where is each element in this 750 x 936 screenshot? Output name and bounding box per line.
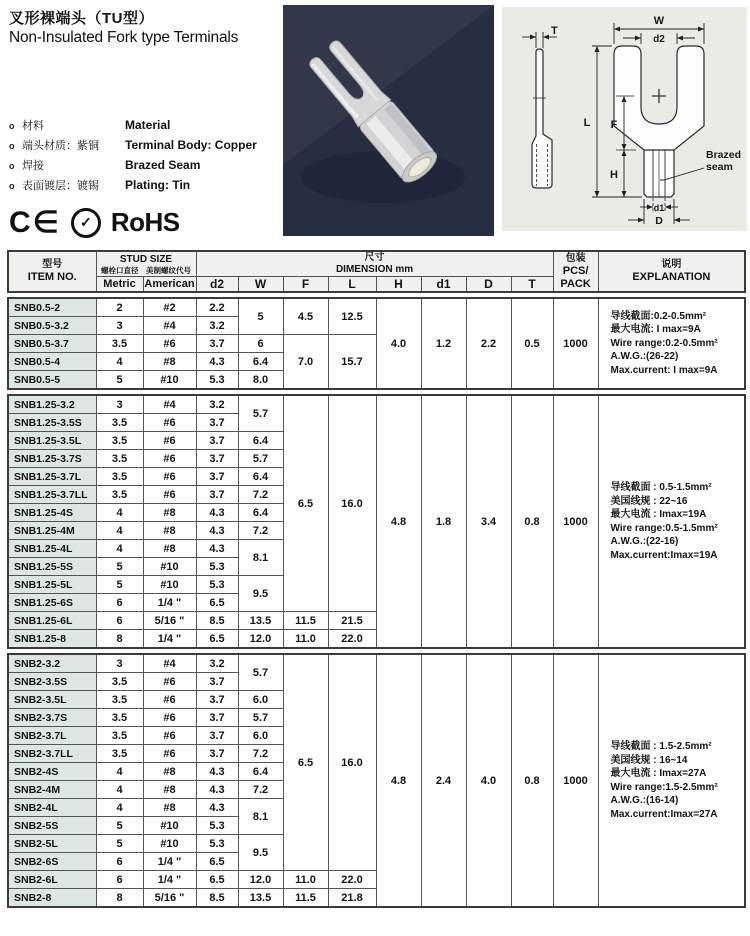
cell-value: 3.4 — [466, 395, 511, 648]
cell-value: #10 — [143, 558, 196, 576]
cell-value: 1/4 " — [143, 871, 196, 889]
col-header-w: W — [238, 277, 283, 293]
cell-value: 6 — [96, 612, 143, 630]
cell-value: 4.5 — [283, 298, 328, 335]
cell-value: 8.5 — [196, 889, 238, 908]
cell-value: 8.0 — [238, 371, 283, 390]
cell-value: 2.4 — [421, 654, 466, 907]
cell-item-no: SNB1.25-5L — [8, 576, 96, 594]
cell-value: 13.5 — [238, 612, 283, 630]
cell-value: 3.5 — [96, 691, 143, 709]
cell-value: 4.3 — [196, 540, 238, 558]
cell-value: 11.5 — [283, 612, 328, 630]
cell-value: 4 — [96, 540, 143, 558]
cell-value: 6.4 — [238, 763, 283, 781]
cell-value: 0.5 — [511, 298, 553, 389]
cell-value: 1/4 " — [143, 630, 196, 649]
cell-item-no: SNB2-4M — [8, 781, 96, 799]
cell-value: #6 — [143, 709, 196, 727]
dim-label-f: F — [610, 119, 618, 131]
cell-item-no: SNB0.5-3.2 — [8, 317, 96, 335]
cell-item-no: SNB1.25-5S — [8, 558, 96, 576]
cell-value: 4.3 — [196, 781, 238, 799]
cell-value: 6 — [238, 335, 283, 353]
dim-label-t: T — [551, 25, 558, 37]
cell-value: #6 — [143, 691, 196, 709]
cell-value: 11.0 — [283, 871, 328, 889]
fork-terminal-photo-svg — [283, 5, 494, 236]
dim-label-w: W — [653, 15, 665, 27]
col-header-metric: Metric — [96, 277, 143, 293]
cell-value: 11.0 — [283, 630, 328, 649]
spec-table-section-snb05 — [7, 297, 746, 390]
cell-value: 3.5 — [96, 335, 143, 353]
cell-value: 5.3 — [196, 558, 238, 576]
cell-item-no: SNB1.25-3.5S — [8, 414, 96, 432]
cell-value: 9.5 — [238, 576, 283, 612]
cell-value: 5.7 — [238, 450, 283, 468]
cell-item-no: SNB2-5L — [8, 835, 96, 853]
cell-value: 7.2 — [238, 781, 283, 799]
cell-value: 22.0 — [328, 871, 376, 889]
cell-item-no: SNB0.5-3.7 — [8, 335, 96, 353]
cell-item-no: SNB1.25-6S — [8, 594, 96, 612]
cell-value: #6 — [143, 745, 196, 763]
ce-mark-icon: C∈ — [9, 205, 61, 239]
dimension-diagram — [502, 7, 747, 231]
cell-value: #8 — [143, 353, 196, 371]
cell-explanation: 导线截面 : 0.5-1.5mm² 美国线规 : 22~16 最大电流 : Imax=19A Wire range:0.5-1.5mm² A.W.G.:(22-16) Max.current:Imax=19A — [598, 395, 745, 648]
cell-value: 5 — [96, 817, 143, 835]
product-photo — [283, 5, 494, 236]
spec-table-section-snb2 — [7, 653, 746, 908]
col-header-stud-size: STUD SIZE 螺栓口直径 美制螺纹代号 — [96, 251, 196, 277]
product-info — [9, 7, 279, 238]
cell-value: 4.3 — [196, 522, 238, 540]
col-header-pack: 包装 PCS/ PACK — [553, 251, 598, 292]
cell-value: 4.3 — [196, 504, 238, 522]
cell-value: #8 — [143, 540, 196, 558]
cell-value: 12.0 — [238, 630, 283, 649]
cell-value: 3.5 — [96, 468, 143, 486]
cell-value: 5 — [96, 371, 143, 390]
cell-value: 3.5 — [96, 745, 143, 763]
cell-item-no: SNB1.25-3.7L — [8, 468, 96, 486]
dimension-diagram-svg — [502, 7, 747, 231]
cell-value: 6 — [96, 853, 143, 871]
cell-value: 5.7 — [238, 395, 283, 432]
material-row — [9, 177, 279, 193]
cell-value: #4 — [143, 654, 196, 673]
cell-value: 3.7 — [196, 450, 238, 468]
spec-table-section-snb125 — [7, 394, 746, 649]
cell-value: #10 — [143, 817, 196, 835]
cell-value: #6 — [143, 450, 196, 468]
cell-value: 5.7 — [238, 709, 283, 727]
material-zh: 焊接 — [22, 160, 44, 172]
cell-value: 1000 — [553, 298, 598, 389]
cell-value: 8.1 — [238, 540, 283, 576]
table-row — [8, 654, 745, 673]
cell-value: 1.8 — [421, 395, 466, 648]
material-zh: 端头材质：紫铜 — [22, 140, 99, 152]
cell-value: #6 — [143, 486, 196, 504]
cell-value: 3.5 — [96, 709, 143, 727]
cell-value: #8 — [143, 781, 196, 799]
cell-item-no: SNB2-3.7S — [8, 709, 96, 727]
cell-value: 3.5 — [96, 673, 143, 691]
material-en: Brazed Seam — [125, 158, 201, 172]
cell-value: 3.7 — [196, 486, 238, 504]
cell-value: #10 — [143, 371, 196, 390]
cell-value: 0.8 — [511, 654, 553, 907]
dim-label-d1: d1 — [653, 203, 665, 213]
cell-value: 1.2 — [421, 298, 466, 389]
cell-value: 13.5 — [238, 889, 283, 908]
col-header-explanation: 说明 EXPLANATION — [598, 251, 745, 292]
col-header-american: American — [143, 277, 196, 293]
cell-value: 3.7 — [196, 673, 238, 691]
cell-value: 4.0 — [376, 298, 421, 389]
cell-value: 6.5 — [196, 871, 238, 889]
col-header-d1: d1 — [421, 277, 466, 293]
cell-value: 3.5 — [96, 432, 143, 450]
col-header-l: L — [328, 277, 376, 293]
cell-value: 3.2 — [196, 317, 238, 335]
cell-value: 3 — [96, 654, 143, 673]
col-header-dimension: 尺寸 DIMENSION mm — [196, 251, 553, 277]
dim-label-h: H — [610, 169, 618, 181]
cell-value: 22.0 — [328, 630, 376, 649]
cell-value: 5 — [96, 576, 143, 594]
cell-value: 3 — [96, 395, 143, 414]
cell-value: 4 — [96, 522, 143, 540]
material-zh: 材料 — [22, 120, 44, 132]
brazed-seam-label-2: seam — [706, 161, 733, 173]
cell-item-no: SNB2-3.5L — [8, 691, 96, 709]
dim-label-l: L — [583, 117, 591, 129]
cell-item-no: SNB1.25-4S — [8, 504, 96, 522]
cell-value: 3.5 — [96, 450, 143, 468]
cell-value: 21.5 — [328, 612, 376, 630]
cell-value: #2 — [143, 298, 196, 317]
cell-value: 12.0 — [238, 871, 283, 889]
cell-value: 2.2 — [466, 298, 511, 389]
page-title-zh: 叉形裸端头（TU型） — [9, 10, 154, 27]
dim-label-d2: d2 — [653, 34, 665, 45]
col-header-item: 型号 ITEM NO. — [8, 251, 96, 292]
cell-value: 4.3 — [196, 763, 238, 781]
cell-item-no: SNB2-4S — [8, 763, 96, 781]
cell-value: #10 — [143, 576, 196, 594]
dim-label-d: D — [655, 215, 663, 227]
cell-item-no: SNB2-4L — [8, 799, 96, 817]
cell-explanation: 导线截面 : 1.5-2.5mm² 美国线规 : 16~14 最大电流 : Imax=27A Wire range:1.5-2.5mm² A.W.G.:(16-14) Max.current:Imax=27A — [598, 654, 745, 907]
cell-item-no: SNB0.5-2 — [8, 298, 96, 317]
cell-value: 4 — [96, 353, 143, 371]
col-header-t: T — [511, 277, 553, 293]
material-row — [9, 117, 279, 133]
cell-item-no: SNB1.25-6L — [8, 612, 96, 630]
cell-value: 1/4 " — [143, 594, 196, 612]
cell-item-no: SNB0.5-5 — [8, 371, 96, 390]
cell-value: 3.5 — [96, 414, 143, 432]
header-row-1 — [8, 251, 745, 277]
cell-value: 6.4 — [238, 504, 283, 522]
cell-value: 6.5 — [196, 853, 238, 871]
cell-value: 5 — [96, 835, 143, 853]
cell-value: 3.7 — [196, 691, 238, 709]
top-section — [0, 0, 750, 246]
cell-value: #4 — [143, 395, 196, 414]
cell-value: 6 — [96, 871, 143, 889]
material-list — [9, 117, 279, 193]
cell-value: 4.8 — [376, 654, 421, 907]
cell-value: 4 — [96, 781, 143, 799]
cell-value: 9.5 — [238, 835, 283, 871]
cell-value: 2.2 — [196, 298, 238, 317]
bullet-icon: o — [9, 141, 15, 151]
cell-item-no: SNB2-6L — [8, 871, 96, 889]
rohs-label: RoHS — [110, 207, 180, 237]
cell-value: #10 — [143, 835, 196, 853]
cell-item-no: SNB1.25-4L — [8, 540, 96, 558]
material-zh: 表面镀层：镀锡 — [22, 180, 99, 192]
cell-value: 6.5 — [283, 395, 328, 612]
cell-value: 16.0 — [328, 395, 376, 612]
cell-value: #4 — [143, 317, 196, 335]
cell-value: 8.5 — [196, 612, 238, 630]
cell-value: 3.7 — [196, 468, 238, 486]
cell-value: 4.0 — [466, 654, 511, 907]
page-title-en: Non-Insulated Fork type Terminals — [9, 29, 239, 46]
cell-value: 6.5 — [196, 594, 238, 612]
cell-value: 0.8 — [511, 395, 553, 648]
cell-item-no: SNB0.5-4 — [8, 353, 96, 371]
cell-value: 6.0 — [238, 727, 283, 745]
cell-value: 7.0 — [283, 335, 328, 390]
cell-item-no: SNB2-5S — [8, 817, 96, 835]
cell-value: 3.2 — [196, 395, 238, 414]
cell-value: 6.4 — [238, 468, 283, 486]
cell-value: 8.1 — [238, 799, 283, 835]
cell-item-no: SNB2-3.7L — [8, 727, 96, 745]
cell-item-no: SNB1.25-8 — [8, 630, 96, 649]
certifications — [9, 207, 279, 238]
cell-item-no: SNB2-3.2 — [8, 654, 96, 673]
cell-item-no: SNB2-6S — [8, 853, 96, 871]
material-row — [9, 137, 279, 153]
cell-value: 4.3 — [196, 353, 238, 371]
material-row — [9, 157, 279, 173]
cell-value: 3.7 — [196, 745, 238, 763]
bullet-icon: o — [9, 161, 15, 171]
bullet-icon: o — [9, 181, 15, 191]
cell-value: 4 — [96, 504, 143, 522]
cell-item-no: SNB1.25-3.7LL — [8, 486, 96, 504]
cell-value: #8 — [143, 799, 196, 817]
cell-value: 1000 — [553, 395, 598, 648]
cell-item-no: SNB1.25-3.7S — [8, 450, 96, 468]
cell-value: 8 — [96, 630, 143, 649]
cell-value: 1/4 " — [143, 853, 196, 871]
cell-value: 5.7 — [238, 654, 283, 691]
cell-value: 3.7 — [196, 414, 238, 432]
cell-explanation: 导线截面:0.2-0.5mm² 最大电流: I max=9A Wire range:0.2-0.5mm² A.W.G.:(26-22) Max.current: I max=9A — [598, 298, 745, 389]
cell-value: 3.5 — [96, 727, 143, 745]
cell-value: 16.0 — [328, 654, 376, 871]
spec-table-header — [7, 250, 746, 293]
spec-tables — [7, 250, 744, 908]
cell-value: 6.4 — [238, 432, 283, 450]
cell-value: 1000 — [553, 654, 598, 907]
cell-value: 4 — [96, 763, 143, 781]
cert-badge-icon: ✓ — [71, 208, 101, 238]
material-en: Plating: Tin — [125, 178, 191, 192]
cell-value: #6 — [143, 468, 196, 486]
cell-value: 5/16 " — [143, 612, 196, 630]
cell-value: 5.3 — [196, 371, 238, 390]
col-header-f: F — [283, 277, 328, 293]
cell-value: 7.2 — [238, 522, 283, 540]
cell-value: 3.5 — [96, 486, 143, 504]
cell-value: 4.3 — [196, 799, 238, 817]
col-header-d: D — [466, 277, 511, 293]
cell-value: 3.7 — [196, 727, 238, 745]
cell-value: 2 — [96, 298, 143, 317]
cell-value: #6 — [143, 335, 196, 353]
cell-value: #8 — [143, 504, 196, 522]
cell-value: 3.7 — [196, 432, 238, 450]
cell-value: #6 — [143, 727, 196, 745]
cell-value: 3.7 — [196, 709, 238, 727]
cell-value: 3.2 — [196, 654, 238, 673]
cell-value: 15.7 — [328, 335, 376, 390]
bullet-icon: o — [9, 121, 15, 131]
cell-value: 6 — [96, 594, 143, 612]
table-row — [8, 298, 745, 317]
cell-value: 3 — [96, 317, 143, 335]
cell-item-no: SNB2-8 — [8, 889, 96, 908]
cell-value: #6 — [143, 432, 196, 450]
cell-value: 5.3 — [196, 576, 238, 594]
cell-value: 5.3 — [196, 835, 238, 853]
cell-value: #6 — [143, 414, 196, 432]
cell-item-no: SNB1.25-3.5L — [8, 432, 96, 450]
cell-item-no: SNB2-3.5S — [8, 673, 96, 691]
cell-value: 6.4 — [238, 353, 283, 371]
material-en: Material — [125, 118, 171, 132]
cell-value: 5.3 — [196, 817, 238, 835]
cell-item-no: SNB1.25-4M — [8, 522, 96, 540]
cell-value: #8 — [143, 763, 196, 781]
cell-value: 6.5 — [196, 630, 238, 649]
cell-value: 5/16 " — [143, 889, 196, 908]
cell-value: 4.8 — [376, 395, 421, 648]
cell-value: #6 — [143, 673, 196, 691]
cell-value: 4 — [96, 799, 143, 817]
cell-value: 12.5 — [328, 298, 376, 335]
cell-value: 3.7 — [196, 335, 238, 353]
cell-value: 5 — [238, 298, 283, 335]
cell-item-no: SNB1.25-3.2 — [8, 395, 96, 414]
col-header-d2: d2 — [196, 277, 238, 293]
cell-value: 7.2 — [238, 486, 283, 504]
col-header-h: H — [376, 277, 421, 293]
cell-value: 6.0 — [238, 691, 283, 709]
cell-value: 5 — [96, 558, 143, 576]
material-en: Terminal Body: Copper — [125, 138, 257, 152]
cell-item-no: SNB2-3.7LL — [8, 745, 96, 763]
cell-value: 7.2 — [238, 745, 283, 763]
cell-value: 8 — [96, 889, 143, 908]
table-row — [8, 395, 745, 414]
brazed-seam-label: Brazed — [706, 149, 742, 161]
cell-value: #8 — [143, 522, 196, 540]
cell-value: 21.8 — [328, 889, 376, 908]
cell-value: 11.5 — [283, 889, 328, 908]
cell-value: 6.5 — [283, 654, 328, 871]
